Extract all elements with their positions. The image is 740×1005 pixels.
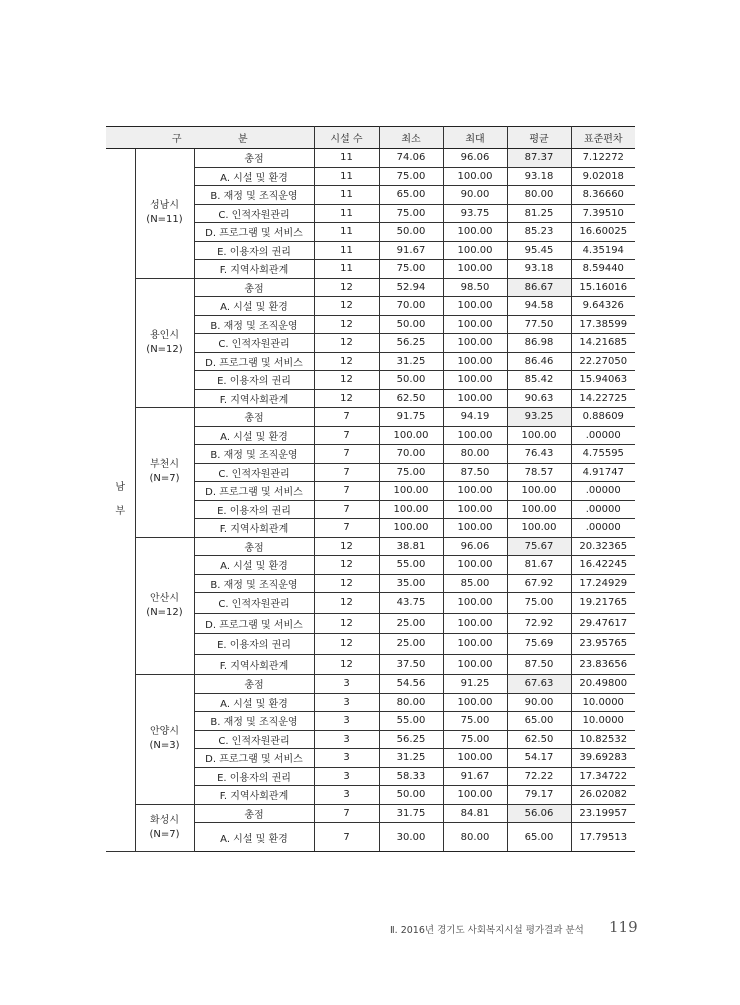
max-value: 100.00 (443, 223, 507, 242)
item-label: A. 시설 및 환경 (194, 693, 314, 712)
min-value: 100.00 (379, 519, 443, 538)
min-value: 54.56 (379, 675, 443, 694)
mean-value: 75.69 (507, 634, 571, 655)
item-label: A. 시설 및 환경 (194, 823, 314, 852)
city-count: (N=3) (149, 740, 180, 752)
facility-count: 7 (314, 426, 379, 445)
facility-count: 7 (314, 804, 379, 823)
city-name: 화성시 (150, 814, 179, 826)
facility-count: 11 (314, 186, 379, 205)
max-value: 100.00 (443, 613, 507, 634)
city-cell (135, 804, 194, 852)
max-value: 91.67 (443, 767, 507, 786)
max-value: 98.50 (443, 278, 507, 297)
sd-value: 7.12272 (571, 149, 635, 168)
min-value: 70.00 (379, 445, 443, 464)
sd-value: .00000 (571, 426, 635, 445)
sd-value: 16.60025 (571, 223, 635, 242)
table-body (106, 149, 635, 852)
city-name: 용인시 (150, 329, 179, 341)
min-value: 75.00 (379, 167, 443, 186)
sd-value: 4.35194 (571, 241, 635, 260)
sd-value: 14.21685 (571, 334, 635, 353)
mean-value: 85.42 (507, 371, 571, 390)
facility-count: 12 (314, 334, 379, 353)
mean-value: 90.00 (507, 693, 571, 712)
item-label: E. 이용자의 권리 (194, 241, 314, 260)
max-value: 100.00 (443, 297, 507, 316)
sd-value: 15.16016 (571, 278, 635, 297)
item-label: E. 이용자의 권리 (194, 500, 314, 519)
facility-count: 3 (314, 767, 379, 786)
item-label: F. 지역사회관계 (194, 786, 314, 805)
min-value: 58.33 (379, 767, 443, 786)
sd-value: 15.94063 (571, 371, 635, 390)
mean-value: 75.67 (507, 537, 571, 556)
header-gubun-right: 분 (237, 134, 248, 145)
city-name: 부천시 (150, 459, 179, 471)
facility-count: 12 (314, 278, 379, 297)
min-value: 91.75 (379, 408, 443, 427)
table-row-total (106, 804, 635, 823)
mean-value: 93.18 (507, 260, 571, 279)
mean-value: 75.00 (507, 593, 571, 614)
sd-value: .00000 (571, 482, 635, 501)
sd-value: 17.38599 (571, 315, 635, 334)
sd-value: 9.02018 (571, 167, 635, 186)
min-value: 35.00 (379, 574, 443, 593)
facility-count: 3 (314, 730, 379, 749)
mean-value: 95.45 (507, 241, 571, 260)
table-row-total (106, 537, 635, 556)
max-value: 100.00 (443, 426, 507, 445)
item-label: B. 재정 및 조직운영 (194, 574, 314, 593)
item-label: F. 지역사회관계 (194, 260, 314, 279)
mean-value: 93.18 (507, 167, 571, 186)
facility-count: 11 (314, 167, 379, 186)
min-value: 25.00 (379, 634, 443, 655)
mean-value: 90.63 (507, 389, 571, 408)
city-count: (N=12) (146, 343, 183, 355)
sd-value: 4.91747 (571, 463, 635, 482)
item-label: F. 지역사회관계 (194, 389, 314, 408)
item-label: A. 시설 및 환경 (194, 297, 314, 316)
min-value: 31.25 (379, 352, 443, 371)
min-value: 55.00 (379, 556, 443, 575)
facility-count: 12 (314, 371, 379, 390)
max-value: 90.00 (443, 186, 507, 205)
city-count: (N=12) (146, 606, 183, 618)
facility-count: 11 (314, 149, 379, 168)
facility-count: 12 (314, 315, 379, 334)
facility-count: 11 (314, 223, 379, 242)
max-value: 100.00 (443, 315, 507, 334)
mean-value: 87.37 (507, 149, 571, 168)
mean-value: 65.00 (507, 823, 571, 852)
mean-value: 100.00 (507, 426, 571, 445)
mean-value: 86.46 (507, 352, 571, 371)
facility-count: 7 (314, 482, 379, 501)
min-value: 30.00 (379, 823, 443, 852)
mean-value: 87.50 (507, 654, 571, 675)
max-value: 100.00 (443, 500, 507, 519)
min-value: 50.00 (379, 786, 443, 805)
item-label: D. 프로그램 및 서비스 (194, 482, 314, 501)
min-value: 100.00 (379, 482, 443, 501)
mean-value: 85.23 (507, 223, 571, 242)
sd-value: .00000 (571, 519, 635, 538)
max-value: 100.00 (443, 241, 507, 260)
mean-value: 54.17 (507, 749, 571, 768)
mean-value: 72.92 (507, 613, 571, 634)
max-value: 100.00 (443, 556, 507, 575)
city-cell (135, 675, 194, 805)
sd-value: 17.24929 (571, 574, 635, 593)
header-max: 최대 (443, 127, 507, 149)
mean-value: 80.00 (507, 186, 571, 205)
mean-value: 81.67 (507, 556, 571, 575)
mean-value: 100.00 (507, 482, 571, 501)
sd-value: 16.42245 (571, 556, 635, 575)
facility-count: 12 (314, 613, 379, 634)
item-label: A. 시설 및 환경 (194, 426, 314, 445)
mean-value: 79.17 (507, 786, 571, 805)
city-name: 안산시 (150, 592, 179, 604)
min-value: 75.00 (379, 204, 443, 223)
min-value: 74.06 (379, 149, 443, 168)
item-label: C. 인적자원관리 (194, 730, 314, 749)
mean-value: 76.43 (507, 445, 571, 464)
item-label: B. 재정 및 조직운영 (194, 445, 314, 464)
mean-value: 86.67 (507, 278, 571, 297)
max-value: 100.00 (443, 634, 507, 655)
table-row-total (106, 278, 635, 297)
table-row-total (106, 675, 635, 694)
min-value: 65.00 (379, 186, 443, 205)
facility-count: 12 (314, 634, 379, 655)
min-value: 55.00 (379, 712, 443, 731)
max-value: 100.00 (443, 389, 507, 408)
sd-value: 19.21765 (571, 593, 635, 614)
sd-value: 17.79513 (571, 823, 635, 852)
max-value: 75.00 (443, 730, 507, 749)
item-label: F. 지역사회관계 (194, 519, 314, 538)
sd-value: .00000 (571, 500, 635, 519)
item-label: C. 인적자원관리 (194, 204, 314, 223)
max-value: 84.81 (443, 804, 507, 823)
item-label: E. 이용자의 권리 (194, 371, 314, 390)
city-count: (N=7) (149, 828, 180, 840)
max-value: 75.00 (443, 712, 507, 731)
sd-value: 20.32365 (571, 537, 635, 556)
min-value: 75.00 (379, 463, 443, 482)
facility-count: 3 (314, 693, 379, 712)
item-label: B. 재정 및 조직운영 (194, 712, 314, 731)
max-value: 100.00 (443, 593, 507, 614)
min-value: 50.00 (379, 371, 443, 390)
facility-count: 7 (314, 823, 379, 852)
max-value: 87.50 (443, 463, 507, 482)
table-row-total (106, 408, 635, 427)
item-label: C. 인적자원관리 (194, 334, 314, 353)
max-value: 93.75 (443, 204, 507, 223)
item-label: 총점 (194, 537, 314, 556)
facility-count: 3 (314, 749, 379, 768)
item-label: E. 이용자의 권리 (194, 634, 314, 655)
sd-value: 4.75595 (571, 445, 635, 464)
item-label: E. 이용자의 권리 (194, 767, 314, 786)
mean-value: 72.22 (507, 767, 571, 786)
sd-value: 7.39510 (571, 204, 635, 223)
region-char: 부 (115, 506, 126, 517)
sd-value: 10.0000 (571, 693, 635, 712)
min-value: 50.00 (379, 315, 443, 334)
max-value: 100.00 (443, 334, 507, 353)
max-value: 100.00 (443, 482, 507, 501)
max-value: 100.00 (443, 519, 507, 538)
city-count: (N=11) (146, 214, 183, 226)
item-label: C. 인적자원관리 (194, 463, 314, 482)
facility-count: 3 (314, 786, 379, 805)
max-value: 96.06 (443, 537, 507, 556)
max-value: 91.25 (443, 675, 507, 694)
mean-value: 100.00 (507, 500, 571, 519)
max-value: 100.00 (443, 352, 507, 371)
min-value: 50.00 (379, 223, 443, 242)
city-cell (135, 537, 194, 675)
max-value: 100.00 (443, 654, 507, 675)
min-value: 31.25 (379, 749, 443, 768)
min-value: 31.75 (379, 804, 443, 823)
item-label: C. 인적자원관리 (194, 593, 314, 614)
max-value: 100.00 (443, 749, 507, 768)
facility-count: 7 (314, 500, 379, 519)
max-value: 80.00 (443, 445, 507, 464)
region-char: 남 (115, 482, 126, 493)
min-value: 52.94 (379, 278, 443, 297)
sd-value: 23.95765 (571, 634, 635, 655)
item-label: 총점 (194, 408, 314, 427)
max-value: 100.00 (443, 167, 507, 186)
facility-count: 12 (314, 537, 379, 556)
item-label: A. 시설 및 환경 (194, 167, 314, 186)
mean-value: 78.57 (507, 463, 571, 482)
item-label: D. 프로그램 및 서비스 (194, 613, 314, 634)
item-label: 총점 (194, 278, 314, 297)
city-cell (135, 278, 194, 408)
facility-count: 11 (314, 260, 379, 279)
city-cell (135, 149, 194, 279)
min-value: 75.00 (379, 260, 443, 279)
city-cell (135, 408, 194, 538)
min-value: 43.75 (379, 593, 443, 614)
sd-value: 9.64326 (571, 297, 635, 316)
max-value: 100.00 (443, 260, 507, 279)
sd-value: 22.27050 (571, 352, 635, 371)
city-count: (N=7) (149, 473, 180, 485)
mean-value: 67.92 (507, 574, 571, 593)
facility-count: 11 (314, 241, 379, 260)
item-label: 총점 (194, 149, 314, 168)
sd-value: 20.49800 (571, 675, 635, 694)
min-value: 100.00 (379, 426, 443, 445)
sd-value: 39.69283 (571, 749, 635, 768)
facility-count: 12 (314, 654, 379, 675)
sd-value: 10.0000 (571, 712, 635, 731)
facility-count: 7 (314, 519, 379, 538)
item-label: B. 재정 및 조직운영 (194, 186, 314, 205)
min-value: 80.00 (379, 693, 443, 712)
sd-value: 29.47617 (571, 613, 635, 634)
sd-value: 23.83656 (571, 654, 635, 675)
max-value: 96.06 (443, 149, 507, 168)
sd-value: 8.36660 (571, 186, 635, 205)
mean-value: 94.58 (507, 297, 571, 316)
min-value: 70.00 (379, 297, 443, 316)
sd-value: 17.34722 (571, 767, 635, 786)
min-value: 38.81 (379, 537, 443, 556)
facility-count: 12 (314, 593, 379, 614)
item-label: D. 프로그램 및 서비스 (194, 223, 314, 242)
city-name: 성남시 (150, 200, 179, 212)
item-label: 총점 (194, 675, 314, 694)
min-value: 56.25 (379, 730, 443, 749)
min-value: 25.00 (379, 613, 443, 634)
mean-value: 93.25 (507, 408, 571, 427)
header-gubun (106, 127, 314, 149)
mean-value: 65.00 (507, 712, 571, 731)
item-label: D. 프로그램 및 서비스 (194, 352, 314, 371)
mean-value: 77.50 (507, 315, 571, 334)
min-value: 62.50 (379, 389, 443, 408)
max-value: 100.00 (443, 693, 507, 712)
sd-value: 0.88609 (571, 408, 635, 427)
max-value: 94.19 (443, 408, 507, 427)
mean-value: 86.98 (507, 334, 571, 353)
facility-count: 7 (314, 445, 379, 464)
page-number: 119 (609, 918, 638, 936)
header-mean: 평균 (507, 127, 571, 149)
header-gubun-left: 구 (171, 134, 182, 145)
item-label: B. 재정 및 조직운영 (194, 315, 314, 334)
max-value: 80.00 (443, 823, 507, 852)
max-value: 100.00 (443, 786, 507, 805)
min-value: 91.67 (379, 241, 443, 260)
item-label: 총점 (194, 804, 314, 823)
facility-count: 12 (314, 556, 379, 575)
mean-value: 81.25 (507, 204, 571, 223)
min-value: 100.00 (379, 500, 443, 519)
facility-count: 12 (314, 574, 379, 593)
header-sd: 표준편차 (571, 127, 635, 149)
footer-section-title: Ⅱ. 2016년 경기도 사회복지시설 평가결과 분석 (390, 925, 584, 936)
header-min: 최소 (379, 127, 443, 149)
item-label: A. 시설 및 환경 (194, 556, 314, 575)
table-header (106, 127, 635, 149)
sd-value: 10.82532 (571, 730, 635, 749)
sd-value: 14.22725 (571, 389, 635, 408)
item-label: F. 지역사회관계 (194, 654, 314, 675)
mean-value: 62.50 (507, 730, 571, 749)
mean-value: 100.00 (507, 519, 571, 538)
facility-count: 3 (314, 675, 379, 694)
facility-count: 11 (314, 204, 379, 223)
max-value: 100.00 (443, 371, 507, 390)
facility-count: 7 (314, 463, 379, 482)
city-name: 안양시 (150, 726, 179, 738)
item-label: D. 프로그램 및 서비스 (194, 749, 314, 768)
region-cell (106, 149, 135, 852)
min-value: 37.50 (379, 654, 443, 675)
min-value: 56.25 (379, 334, 443, 353)
mean-value: 56.06 (507, 804, 571, 823)
facility-count: 7 (314, 408, 379, 427)
table-row-total (106, 149, 635, 168)
max-value: 85.00 (443, 574, 507, 593)
sd-value: 8.59440 (571, 260, 635, 279)
mean-value: 67.63 (507, 675, 571, 694)
sd-value: 26.02082 (571, 786, 635, 805)
sd-value: 23.19957 (571, 804, 635, 823)
facility-count: 3 (314, 712, 379, 731)
evaluation-table (106, 126, 635, 852)
facility-count: 12 (314, 352, 379, 371)
header-facilities: 시설 수 (314, 127, 379, 149)
facility-count: 12 (314, 297, 379, 316)
facility-count: 12 (314, 389, 379, 408)
